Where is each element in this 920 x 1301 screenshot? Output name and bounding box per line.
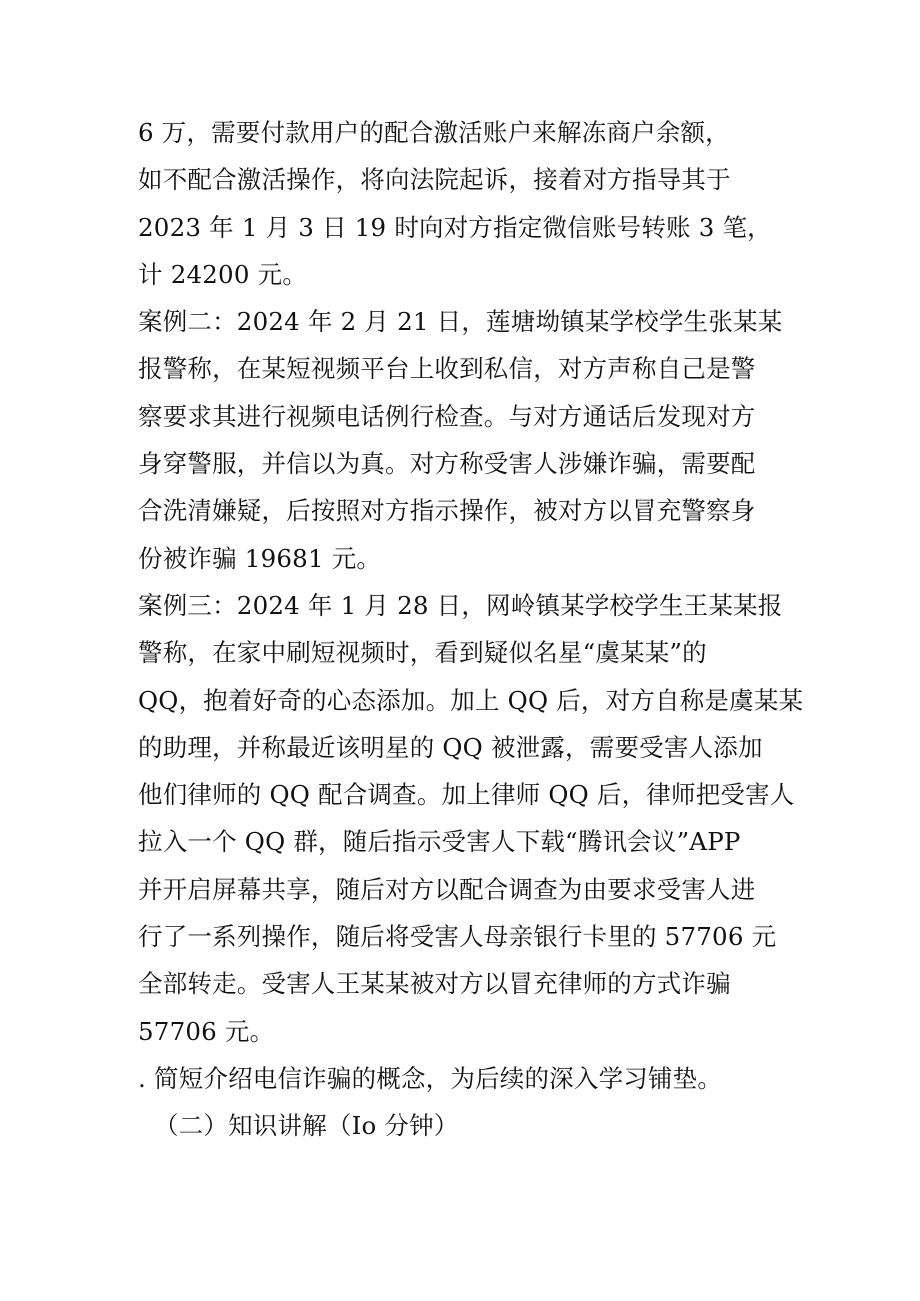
body-line: 察要求其进行视频电话例行检查。与对方通话后发现对方 — [138, 401, 756, 431]
body-line: 全部转走。受害人王某某被对方以冒充律师的方式诈骗 — [138, 969, 731, 999]
body-line: 如不配合激活操作，将向法院起诉，接着对方指导其于 — [138, 165, 731, 195]
body-line: 2023 年 1 月 3 日 19 时向对方指定微信账号转账 3 笔， — [138, 212, 772, 242]
body-line: QQ，抱着好奇的心态添加。加上 QQ 后，对方自称是虞某某 — [138, 685, 804, 715]
body-line: 报警称，在某短视频平台上收到私信，对方声称自己是警 — [138, 354, 756, 384]
case-three-line: 案例三：2024 年 1 月 28 日，网岭镇某学校学生王某某报 — [138, 590, 783, 620]
body-line: 的助理，并称最近该明星的 QQ 被泄露，需要受害人添加 — [138, 732, 763, 762]
document-body — [138, 109, 804, 1150]
body-line: 57706 元。 — [138, 1016, 275, 1046]
body-line: 他们律师的 QQ 配合调查。加上律师 QQ 后，律师把受害人 — [138, 780, 795, 810]
body-line: 身穿警服，并信以为真。对方称受害人涉嫌诈骗，需要配 — [138, 449, 756, 479]
body-line: 并开启屏幕共享，随后对方以配合调查为由要求受害人进 — [138, 874, 756, 904]
body-line: 计 24200 元。 — [138, 259, 308, 289]
summary-line: . 简短介绍电信诈骗的概念，为后续的深入学习铺垫。 — [138, 1063, 723, 1093]
body-line: 6 万，需要付款用户的配合激活账户来解冻商户余额， — [138, 118, 730, 147]
body-line: 合洗清嫌疑，后按照对方指示操作，被对方以冒充警察身 — [138, 496, 756, 526]
section-heading: （二）知识讲解（Io 分钟） — [154, 1111, 459, 1141]
body-line: 警称，在家中刷短视频时，看到疑似名星“虞某某”的 — [138, 638, 707, 668]
body-line: 拉入一个 QQ 群，随后指示受害人下载“腾讯会议”APP — [138, 827, 741, 857]
body-line: 份被诈骗 19681 元。 — [138, 543, 382, 573]
body-line: 行了一系列操作，随后将受害人母亲银行卡里的 57706 元 — [138, 922, 777, 952]
case-two-line: 案例二：2024 年 2 月 21 日，莲塘坳镇某学校学生张某某 — [138, 307, 783, 337]
